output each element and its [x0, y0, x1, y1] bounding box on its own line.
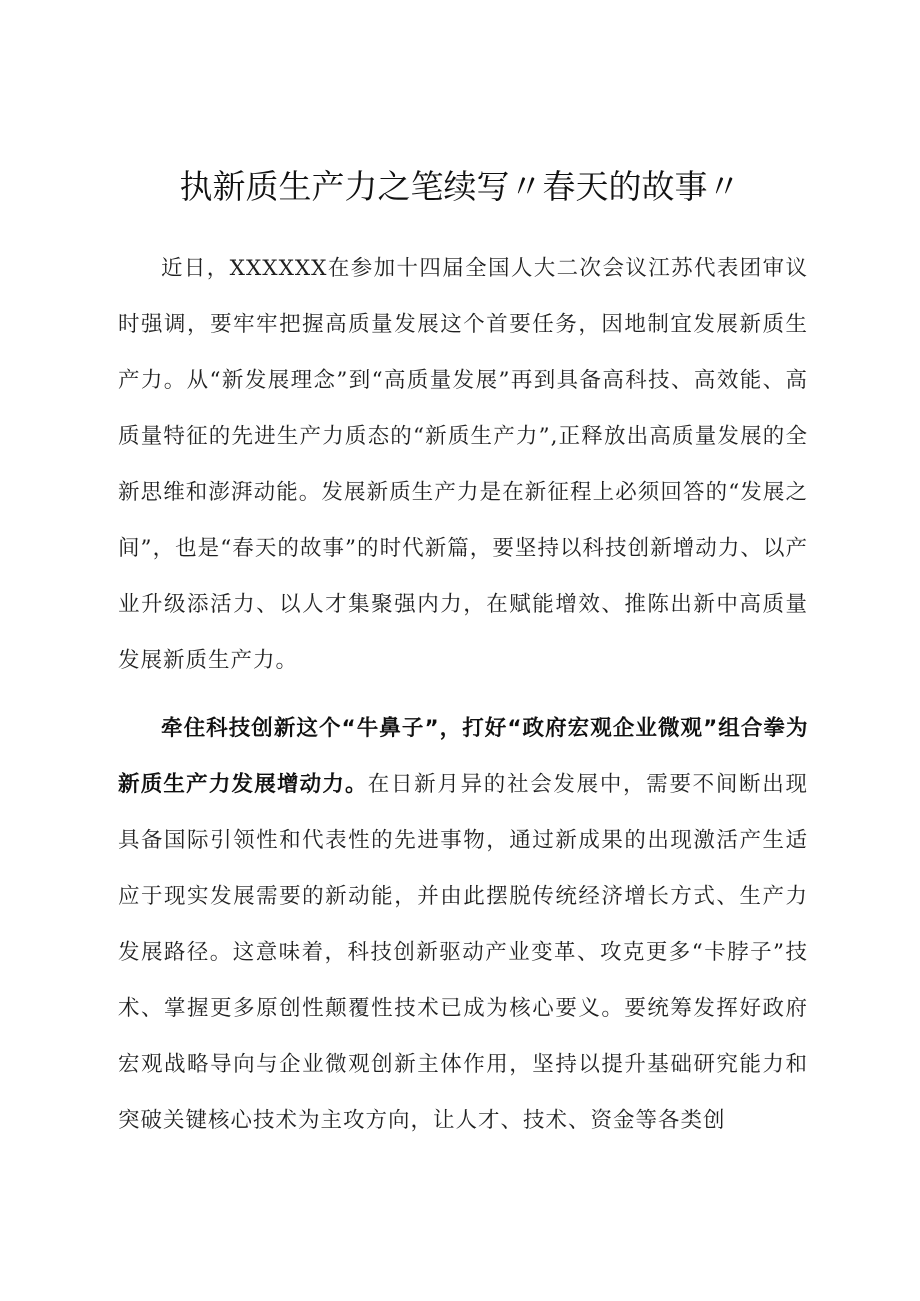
paragraph-lead-sentence: 牵住科技创新这个“牛鼻子”，打好“政府宏观企业微观”组合拳为新质生产力发展增动力。	[118, 716, 808, 797]
document-title: 执新质生产力之笔续写〃春天的故事〃	[179, 167, 741, 206]
paragraph-intro: 近日，XXXXXX在参加十四届全国人大二次会议江苏代表团审议时强调，要牢牢把握高质量发展这个首要任务，因地制宜发展新质生产力。从“新发展理念”到“高质量发展”再到具备高科技、高效能、高质量特征的先进生产力质态的“新质生产力”,正释放出高质量发展的全新思维和澎湃动能。发展新质生产力是在新征程上必须回答的“发展之间”，也是“春天的故事”的时代新篇，要坚持以科技创新增动力、以产业升级添活力、以人才集聚强内力，在赋能增效、推陈出新中高质量发展新质生产力。	[118, 256, 808, 673]
paragraph-body-text: 在日新月异的社会发展中，需要不间断出现具备国际引领性和代表性的先进事物，通过新成果的出现激活产生适应于现实发展需要的新动能，并由此摆脱传统经济增长方式、生产力发展路径。这意味着，科技创新驱动产业变革、攻克更多“卡脖子”技术、掌握更多原创性颠覆性技术已成为核心要义。要统筹发挥好政府宏观战略导向与企业微观创新主体作用，坚持以提升基础研究能力和突破关键核心技术为主攻方向，让人才、技术、资金等各类创	[118, 772, 808, 1133]
paragraph-tech-innovation	[118, 701, 808, 1149]
